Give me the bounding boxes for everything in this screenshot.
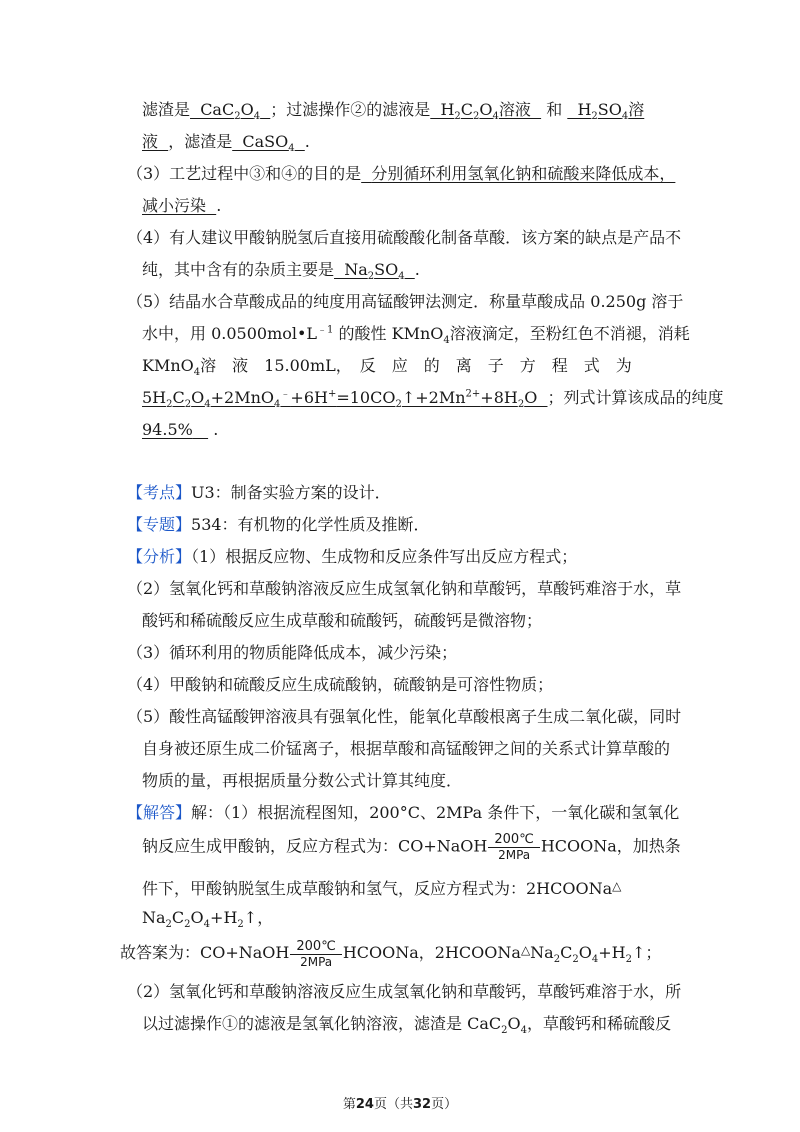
q4-answer: $Na_2SO_4$ [334,260,405,283]
q3-prefix: （3）工艺过程中③和④的目的是 [127,164,362,183]
jieda-line-3: 件下，甲酸钠脱氢生成草酸钠和氢气，反应方程式为：2HCOONa△ [142,879,622,898]
fenxi-line-1: 【分析】（1）根据反应物、生成物和反应条件写出反应方程式； [127,547,578,566]
jieda-line-4: $Na_2C_2O_4+H_2↑$， [142,908,274,931]
fenxi-line-3: 酸钙和稀硫酸反应生成草酸和硫酸钙，硫酸钙是微溶物； [142,611,543,630]
residue2-label: ，滤渣是 [168,132,233,151]
jieda-tag: 【解答】 [127,803,192,822]
residue-answer-2: CaSO$_4$ [232,132,295,155]
filtrate-label: ；过滤操作②的滤液是 [270,100,431,119]
reaction-condition-2: $\frac{200℃}{\text{2MPa}}$ [290,940,341,968]
heat-triangle-icon: △ [520,943,531,957]
q4-line-2: 纯，其中含有的杂质主要是 $Na_2SO_4$ . [142,260,420,283]
zhuanti-tag: 【专题】 [127,515,192,534]
purity-answer: 94.5% [142,420,193,439]
page-total: 32 [413,1097,432,1112]
fenxi-line-2: （2）氢氧化钙和草酸钠溶液反应生成氢氧化钠和草酸钙，草酸钙难溶于水，草 [127,579,682,598]
q3-answer-b: 减小污染 [142,196,207,215]
q3-line-2: 减小污染 . [142,196,222,215]
jieda-line-7: 以过滤操作①的滤液是氢氧化钠溶液，滤渣是 $CaC_2O_4$，草酸钙和稀硫酸反 [142,1014,672,1037]
jieda-line-2: 钠反应生成甲酸钠，反应方程式为：CO+NaOH $\frac{200℃}{\text{2MPa}}$ HCOONa，加热条 [142,832,681,862]
kaodian-line: 【考点】U3：制备实验方案的设计． [127,483,391,502]
residue-answer-1: $CaC_2O_4$ [190,100,261,123]
filtrate-answer-1: $H_2C_2O_4$溶液 [430,100,542,123]
jieda-line-1: 【解答】解：（1）根据流程图知，200°C、2MPa 条件下，一氧化碳和氢氧化 [127,803,680,822]
residue-label: 滤渣是 [142,100,191,119]
heat-triangle-icon: △ [612,879,622,893]
q5-line-3: KMnO$_4$溶 液 15.00mL， 反 应 的 离 子 方 程 式 为 [142,356,632,379]
fenxi-line-4: （3）循环利用的物质能降低成本，减少污染； [127,643,458,662]
q5-line-4 [142,386,724,410]
q5-line-1: （5）结晶水合草酸成品的纯度用高锰酸钾法测定．称量草酸成品 0.250g 溶于 [127,292,684,311]
q5-line-2: 水中，用 $0.0500mol•L^{﹣1}$ 的酸性 KMnO$_4$溶液滴定，至粉红色不消褪，消耗 [142,324,690,347]
q5-equation: $5H_2C_2O_4+2MnO_4^﹣+6H^+=10CO_2↑+2Mn^{2+}+8H_2O$ [142,388,548,411]
q3-line-1 [127,162,675,186]
jieda-answer-line: 故答案为：CO+NaOH $\frac{200℃}{\text{2MPa}}$ HCOONa，$2HCOONa^\triangle Na_2C_2O_4+H_2↑$； [120,938,662,969]
filtrate-line-1 [142,98,644,122]
fenxi-line-5: （4）甲酸钠和硫酸反应生成硫酸钠，硫酸钠是可溶性物质； [127,675,554,694]
q4-line-1: （4）有人建议甲酸钠脱氢后直接用硫酸酸化制备草酸．该方案的缺点是产品不 [127,228,682,247]
page-footer: 第24页（共32页） [342,1097,458,1112]
q5-line-5: 94.5% . [142,420,219,439]
reaction-condition: $\frac{200℃}{\text{2MPa}}$ [488,833,539,861]
zhuanti-line: 【专题】534：有机物的化学性质及推断． [127,515,430,534]
kaodian-tag: 【考点】 [127,483,192,502]
fenxi-line-6: （5）酸性高锰酸钾溶液具有强氧化性，能氧化草酸根离子生成二氧化碳，同时 [127,707,682,726]
filtrate-answer-2a: $H_2SO_4$溶 [567,100,645,123]
fenxi-line-7: 自身被还原生成二价锰离子，根据草酸和高锰酸钾之间的关系式计算草酸的 [142,739,671,758]
and-text: 和 [546,100,563,119]
purity-label: ；列式计算该成品的纯度 [547,388,724,407]
fenxi-line-8: 物质的量，再根据质量分数公式计算其纯度． [142,771,463,790]
q3-answer-a: 分别循环利用氢氧化钠和硫酸来降低成本， [371,164,676,183]
filtrate-answer-2b: 液 [142,132,159,151]
jieda-line-6: （2）氢氧化钙和草酸钠溶液反应生成氢氧化钠和草酸钙，草酸钙难溶于水，所 [127,982,682,1001]
filtrate-line-2: 液 ，滤渣是 CaSO$_4$ . [142,132,310,155]
fenxi-tag: 【分析】 [127,547,192,566]
page-number: 24 [355,1097,374,1112]
